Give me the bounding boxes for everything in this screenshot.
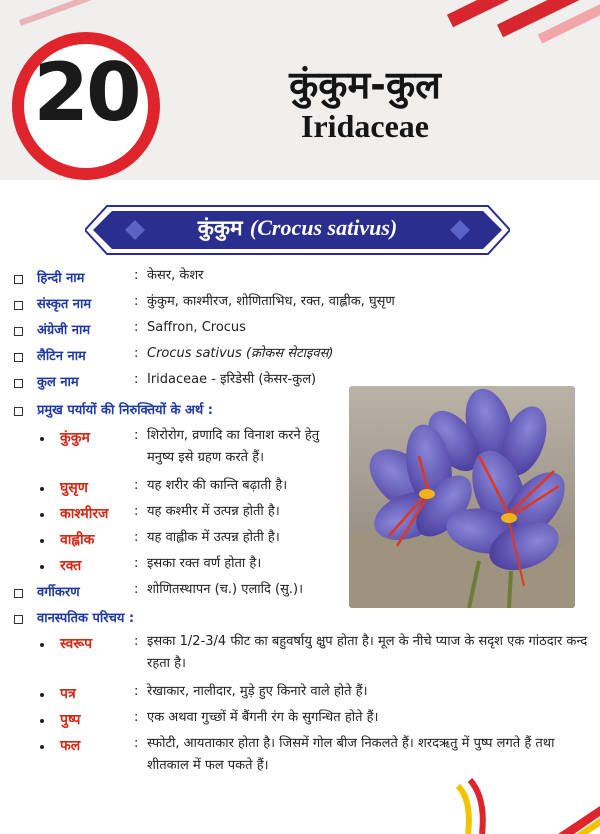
colon: : (134, 346, 139, 361)
bullet-dot-icon (40, 745, 44, 749)
colon: : (134, 710, 139, 725)
colon: : (134, 268, 139, 283)
colon: : (134, 428, 139, 443)
info-label: वर्गीकरण (37, 585, 80, 600)
banner-title (130, 214, 465, 242)
meaning: स्फोटी, आयताकार होता है। जिसमें गोल बीज निकलते हैं। शरदऋतु में पुष्प लगते हैं तथा शीतकाल में फल पकते हैं। (147, 736, 555, 773)
meaning: शिरोरोग, व्रणादि का विनाश करने हेतु मनुष्य इसे ग्रहण करते हैं। (147, 428, 320, 465)
square-bullet-icon (14, 327, 23, 336)
term: काश्मीरज (60, 506, 109, 522)
term: फल (60, 738, 81, 754)
square-bullet-icon (14, 615, 23, 624)
meaning: यह वाह्लीक में उत्पन्न होती है। (147, 530, 280, 545)
section-heading-text: वानस्पतिक परिचय : (37, 611, 135, 626)
footer-decoration (448, 776, 600, 834)
bullet-dot-icon (40, 513, 44, 517)
colon: : (134, 556, 139, 571)
info-value: Saffron, Crocus (147, 320, 246, 335)
section-heading-text: प्रमुख पर्यायों की निरुक्तियों के अर्थ : (37, 403, 213, 418)
meaning: एक अथवा गुच्छों में बैंगनी रंग के सुगन्धित होते हैं। (147, 710, 379, 725)
meaning: इसका रक्त वर्ण होता है। (147, 556, 262, 571)
term: पत्र (60, 686, 76, 702)
term: वाह्लीक (60, 532, 95, 548)
term: रक्त (60, 558, 82, 574)
bullet-dot-icon (40, 643, 44, 647)
chapter-title-latin: Iridaceae (301, 108, 429, 144)
square-bullet-icon (14, 353, 23, 362)
square-bullet-icon (14, 589, 23, 598)
bullet-dot-icon (40, 719, 44, 723)
saffron-flower-photo (349, 386, 575, 608)
bullet-dot-icon (40, 539, 44, 543)
info-value: केसर, केशर (147, 268, 204, 283)
info-label: लैटिन नाम (37, 349, 86, 364)
bullet-dot-icon (40, 565, 44, 569)
bullet-dot-icon (40, 437, 44, 441)
bullet-dot-icon (40, 487, 44, 491)
banner-title-latin: (Crocus sativus) (249, 215, 398, 240)
colon: : (134, 736, 139, 751)
colon: : (134, 478, 139, 493)
info-label: संस्कृत नाम (37, 297, 92, 312)
term: पुष्प (60, 712, 81, 728)
square-bullet-icon (14, 407, 23, 416)
colon: : (134, 684, 139, 699)
colon: : (134, 582, 139, 597)
colon: : (134, 294, 139, 309)
info-label: अंग्रेजी नाम (37, 323, 91, 338)
square-bullet-icon (14, 379, 23, 388)
colon: : (134, 372, 139, 387)
square-bullet-icon (14, 275, 23, 284)
meaning: यह कश्मीर में उत्पन्न होती है। (147, 504, 280, 519)
info-label: कुल नाम (37, 375, 79, 390)
info-label: हिन्दी नाम (37, 271, 85, 286)
info-value: Iridaceae - इरिडेसी (केसर-कुल) (147, 372, 317, 387)
colon: : (134, 504, 139, 519)
square-bullet-icon (14, 301, 23, 310)
colon: : (134, 320, 139, 335)
bullet-dot-icon (40, 693, 44, 697)
term: कुंकुम (60, 430, 90, 446)
info-value: Crocus sativus (क्रोकस सेटाइवस) (147, 346, 334, 361)
banner-title-hindi: कुंकुम (197, 216, 243, 240)
colon: : (134, 634, 139, 649)
meaning: रेखाकार, नालीदार, मुड़े हुए किनारे वाले होते हैं। (147, 684, 368, 699)
meaning: यह शरीर की कान्ति बढ़ाती है। (147, 478, 288, 493)
colon: : (134, 530, 139, 545)
term: घुसृण (60, 480, 88, 496)
info-value: कुंकुम, काश्मीरज, शोणिताभिध, रक्त, वाह्लीक, घुसृण (147, 294, 395, 309)
meaning: इसका 1/2-3/4 फीट का बहुवर्षायु क्षुप होता है। मूल के नीचे प्याज के सदृश एक गांठदार कन्द रहता है। (147, 634, 588, 671)
chapter-number: 20 (33, 46, 139, 139)
info-value: शोणितस्थापन (च.) एलादि (सु.)। (147, 582, 304, 597)
term: स्वरूप (60, 636, 93, 652)
chapter-title-hindi: कुंकुम-कुल (289, 63, 441, 107)
